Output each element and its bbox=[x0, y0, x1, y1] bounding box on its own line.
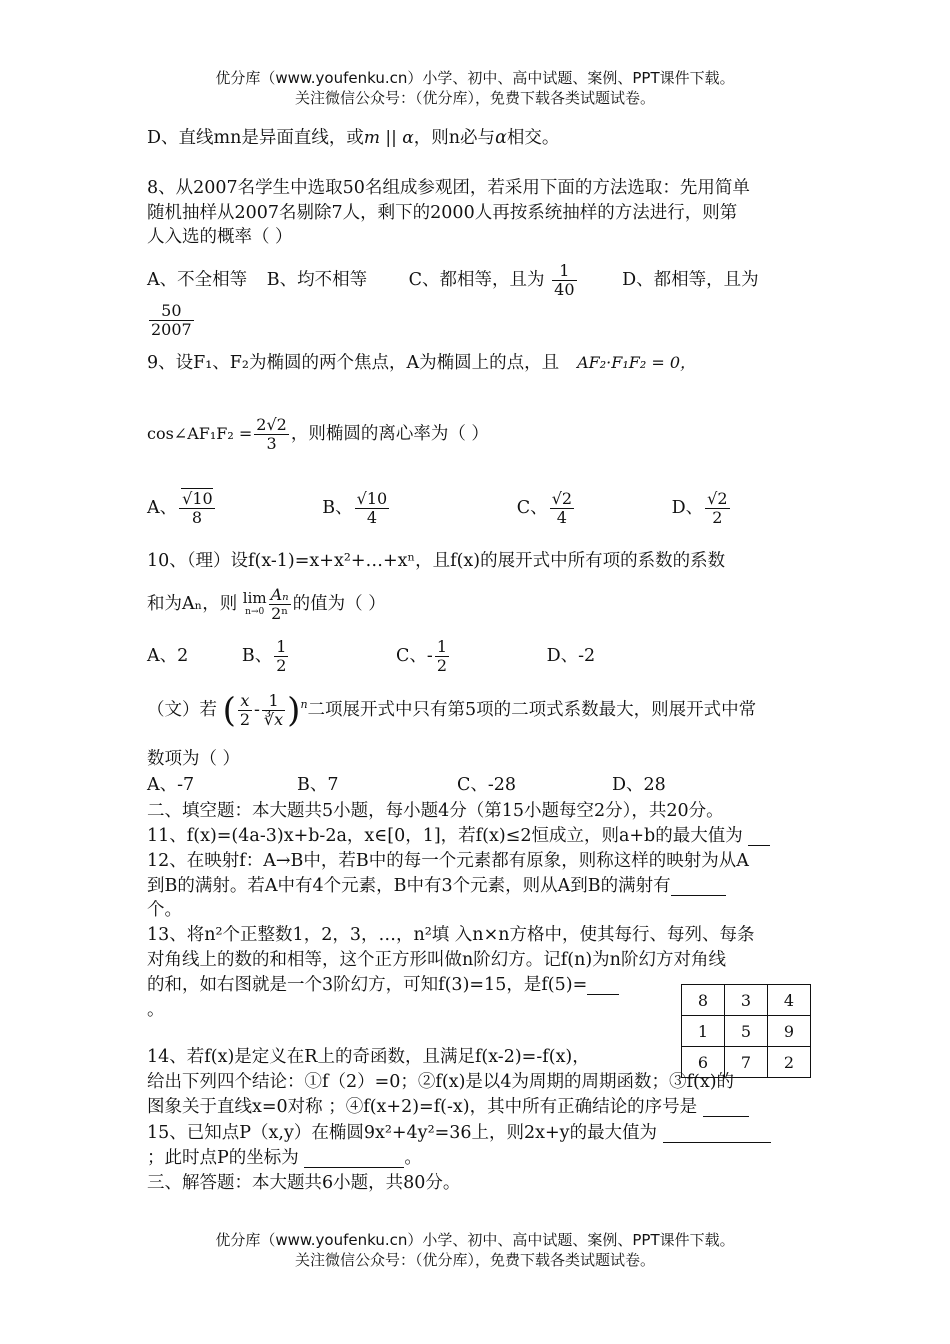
q9-line-1: 9、设F₁、F₂为椭圆的两个焦点，A为椭圆上的点，且 AF₂·F₁F₂ = 0， bbox=[147, 353, 697, 373]
q9-dot-condition: AF₂·F₁F₂ = 0， bbox=[577, 353, 697, 372]
q8-option-c-fraction: $\frac{1}{40}$ bbox=[554, 261, 575, 299]
q12-blank[interactable] bbox=[671, 879, 726, 896]
magic-cell: 9 bbox=[768, 1016, 811, 1047]
magic-square bbox=[681, 984, 811, 1078]
q10-wen-line-1: （文）若 ( $\frac{x}{2}$ - $\frac{1}{∛x}$ )$^n$二项展开式中只有第5项的二项式系数最大，则展开式中常 bbox=[147, 690, 757, 731]
magic-cell: 4 bbox=[768, 985, 811, 1016]
footer-line-1: 优分库（www.youfenku.cn）小学、初中、高中试题、案例、PPT课件下载。 bbox=[215, 1231, 735, 1249]
q9-option-d-fraction: $\frac{√2}{2}$ bbox=[707, 489, 728, 527]
q15-line-2: ；此时点P的坐标为 。 bbox=[147, 1148, 422, 1168]
q8-line-2: 随机抽样从2007名剔除7人，剩下的2000人再按系统抽样的方法进行，则第 bbox=[147, 203, 738, 223]
q15-line-1: 15、已知点P（x,y）在椭圆9x²+4y²=36上，则2x+y的最大值为 bbox=[147, 1123, 771, 1143]
q8-options bbox=[147, 262, 759, 299]
q10-wen-line-2: 数项为（ ） bbox=[147, 749, 241, 769]
q8-line-3: 人入选的概率（ ） bbox=[147, 227, 293, 247]
footer-line-2: 关注微信公众号：（优分库），免费下载各类试题试卷。 bbox=[294, 1251, 655, 1269]
q9-option-b-fraction: $\frac{√10}{4}$ bbox=[356, 489, 388, 527]
q14-line-1: 14、若f(x)是定义在R上的奇函数，且满足f(x-2)=-f(x)， bbox=[147, 1047, 590, 1067]
q9-option-a-fraction: $\frac{√10}{8}$ bbox=[179, 490, 215, 527]
q8-option-a: A、不全相等 bbox=[147, 270, 248, 290]
q13-line-2: 对角线上的数的和相等，这个正方形叫做n阶幻方。记f(n)为n阶幻方对角线 bbox=[147, 950, 726, 970]
q14-blank[interactable] bbox=[703, 1100, 749, 1117]
section-3-title: 三、解答题：本大题共6小题，共80分。 bbox=[147, 1173, 461, 1193]
q11-blank[interactable] bbox=[748, 829, 770, 846]
q9-option-c-fraction: $\frac{√2}{4}$ bbox=[551, 489, 573, 527]
q8-option-d: D、都相等，且为 bbox=[622, 270, 759, 290]
q7-option-d: D、直线mn是异面直线，或m || α，则n必与α相交。 bbox=[147, 128, 560, 148]
header-line-1: 优分库（www.youfenku.cn）小学、初中、高中试题、案例、PPT课件下载。 bbox=[215, 69, 735, 87]
q9-options: A、 $\frac{√10}{8}$ B、 $\frac{√10}{4}$ C、 $\frac{√2}{4}$ D、 $\frac{√2}{2}$ bbox=[147, 489, 728, 527]
q11: 11、f(x)=(4a-3)x+b-2a，x∈[0，1]，若f(x)≤2恒成立，则a+b的最大值为 bbox=[147, 826, 770, 846]
q12-line-3: 个。 bbox=[147, 900, 182, 920]
q15-blank-2[interactable] bbox=[304, 1151, 404, 1168]
magic-cell: 3 bbox=[725, 985, 768, 1016]
section-2-title: 二、填空题：本大题共5小题，每小题4分（第15小题每空2分），共20分。 bbox=[147, 801, 724, 821]
q15-blank-1[interactable] bbox=[663, 1126, 771, 1143]
q10-wen-options: A、-7 B、7 C、-28 D、28 bbox=[147, 775, 666, 795]
q10-line-1: 10、（理）设f(x-1)=x+x²+…+xⁿ，且f(x)的展开式中所有项的系数的系数 bbox=[147, 551, 726, 571]
q13-line-3: 的和，如右图就是一个3阶幻方，可知f(3)=15，是f(5)= bbox=[147, 975, 619, 995]
q12-line-2: 到B的满射。若A中有4个元素，B中有3个元素，则从A到B的满射有 bbox=[147, 876, 726, 896]
q9-line-2: cos∠AF₁F₂ = $\frac{2√2}{3}$ ，则椭圆的离心率为（ ） bbox=[147, 415, 489, 453]
q13-blank[interactable] bbox=[587, 978, 619, 995]
magic-cell: 1 bbox=[682, 1016, 725, 1047]
q10-options: A、2 B、 $\frac{1}{2}$ C、- $\frac{1}{2}$ D、-2 bbox=[147, 637, 596, 675]
q8-option-c: C、都相等，且为 bbox=[408, 270, 545, 290]
q10-line-2: 和为Aₙ，则 lim n→0 $\frac{\text{Aₙ}}{\text{2ⁿ}}$ 的值为（ ） bbox=[147, 585, 386, 623]
q13-line-1: 13、将n²个正整数1，2，3，…，n²填 入n×n方格中，使其每行、每列、每条 bbox=[147, 925, 755, 945]
q8-option-d-fraction: $\frac{50}{2007}$ bbox=[151, 301, 192, 339]
header-line-2: 关注微信公众号：（优分库），免费下载各类试题试卷。 bbox=[294, 89, 655, 107]
q8-line-1: 8、从2007名学生中选取50名组成参观团，若采用下面的方法选取：先用简单 bbox=[147, 178, 750, 198]
q8-option-b: B、均不相等 bbox=[266, 270, 368, 290]
q14-line-3: 图象关于直线x=0对称 ；④f(x+2)=f(-x)，其中所有正确结论的序号是 bbox=[147, 1097, 749, 1117]
q14-line-2: 给出下列四个结论：①f（2）=0；②f(x)是以4为周期的周期函数；③f(x)的 bbox=[147, 1072, 735, 1092]
magic-square-row bbox=[682, 985, 811, 1016]
magic-cell: 7 bbox=[725, 1047, 768, 1078]
magic-cell: 6 bbox=[682, 1047, 725, 1078]
magic-cell: 2 bbox=[768, 1047, 811, 1078]
magic-cell: 5 bbox=[725, 1016, 768, 1047]
q12-line-1: 12、在映射f：A→B中，若B中的每一个元素都有原象，则称这样的映射为从A bbox=[147, 851, 749, 871]
q13-line-4: 。 bbox=[147, 1000, 165, 1020]
magic-cell: 8 bbox=[682, 985, 725, 1016]
q10-limit: lim n→0 bbox=[242, 588, 267, 617]
magic-square-row bbox=[682, 1016, 811, 1047]
